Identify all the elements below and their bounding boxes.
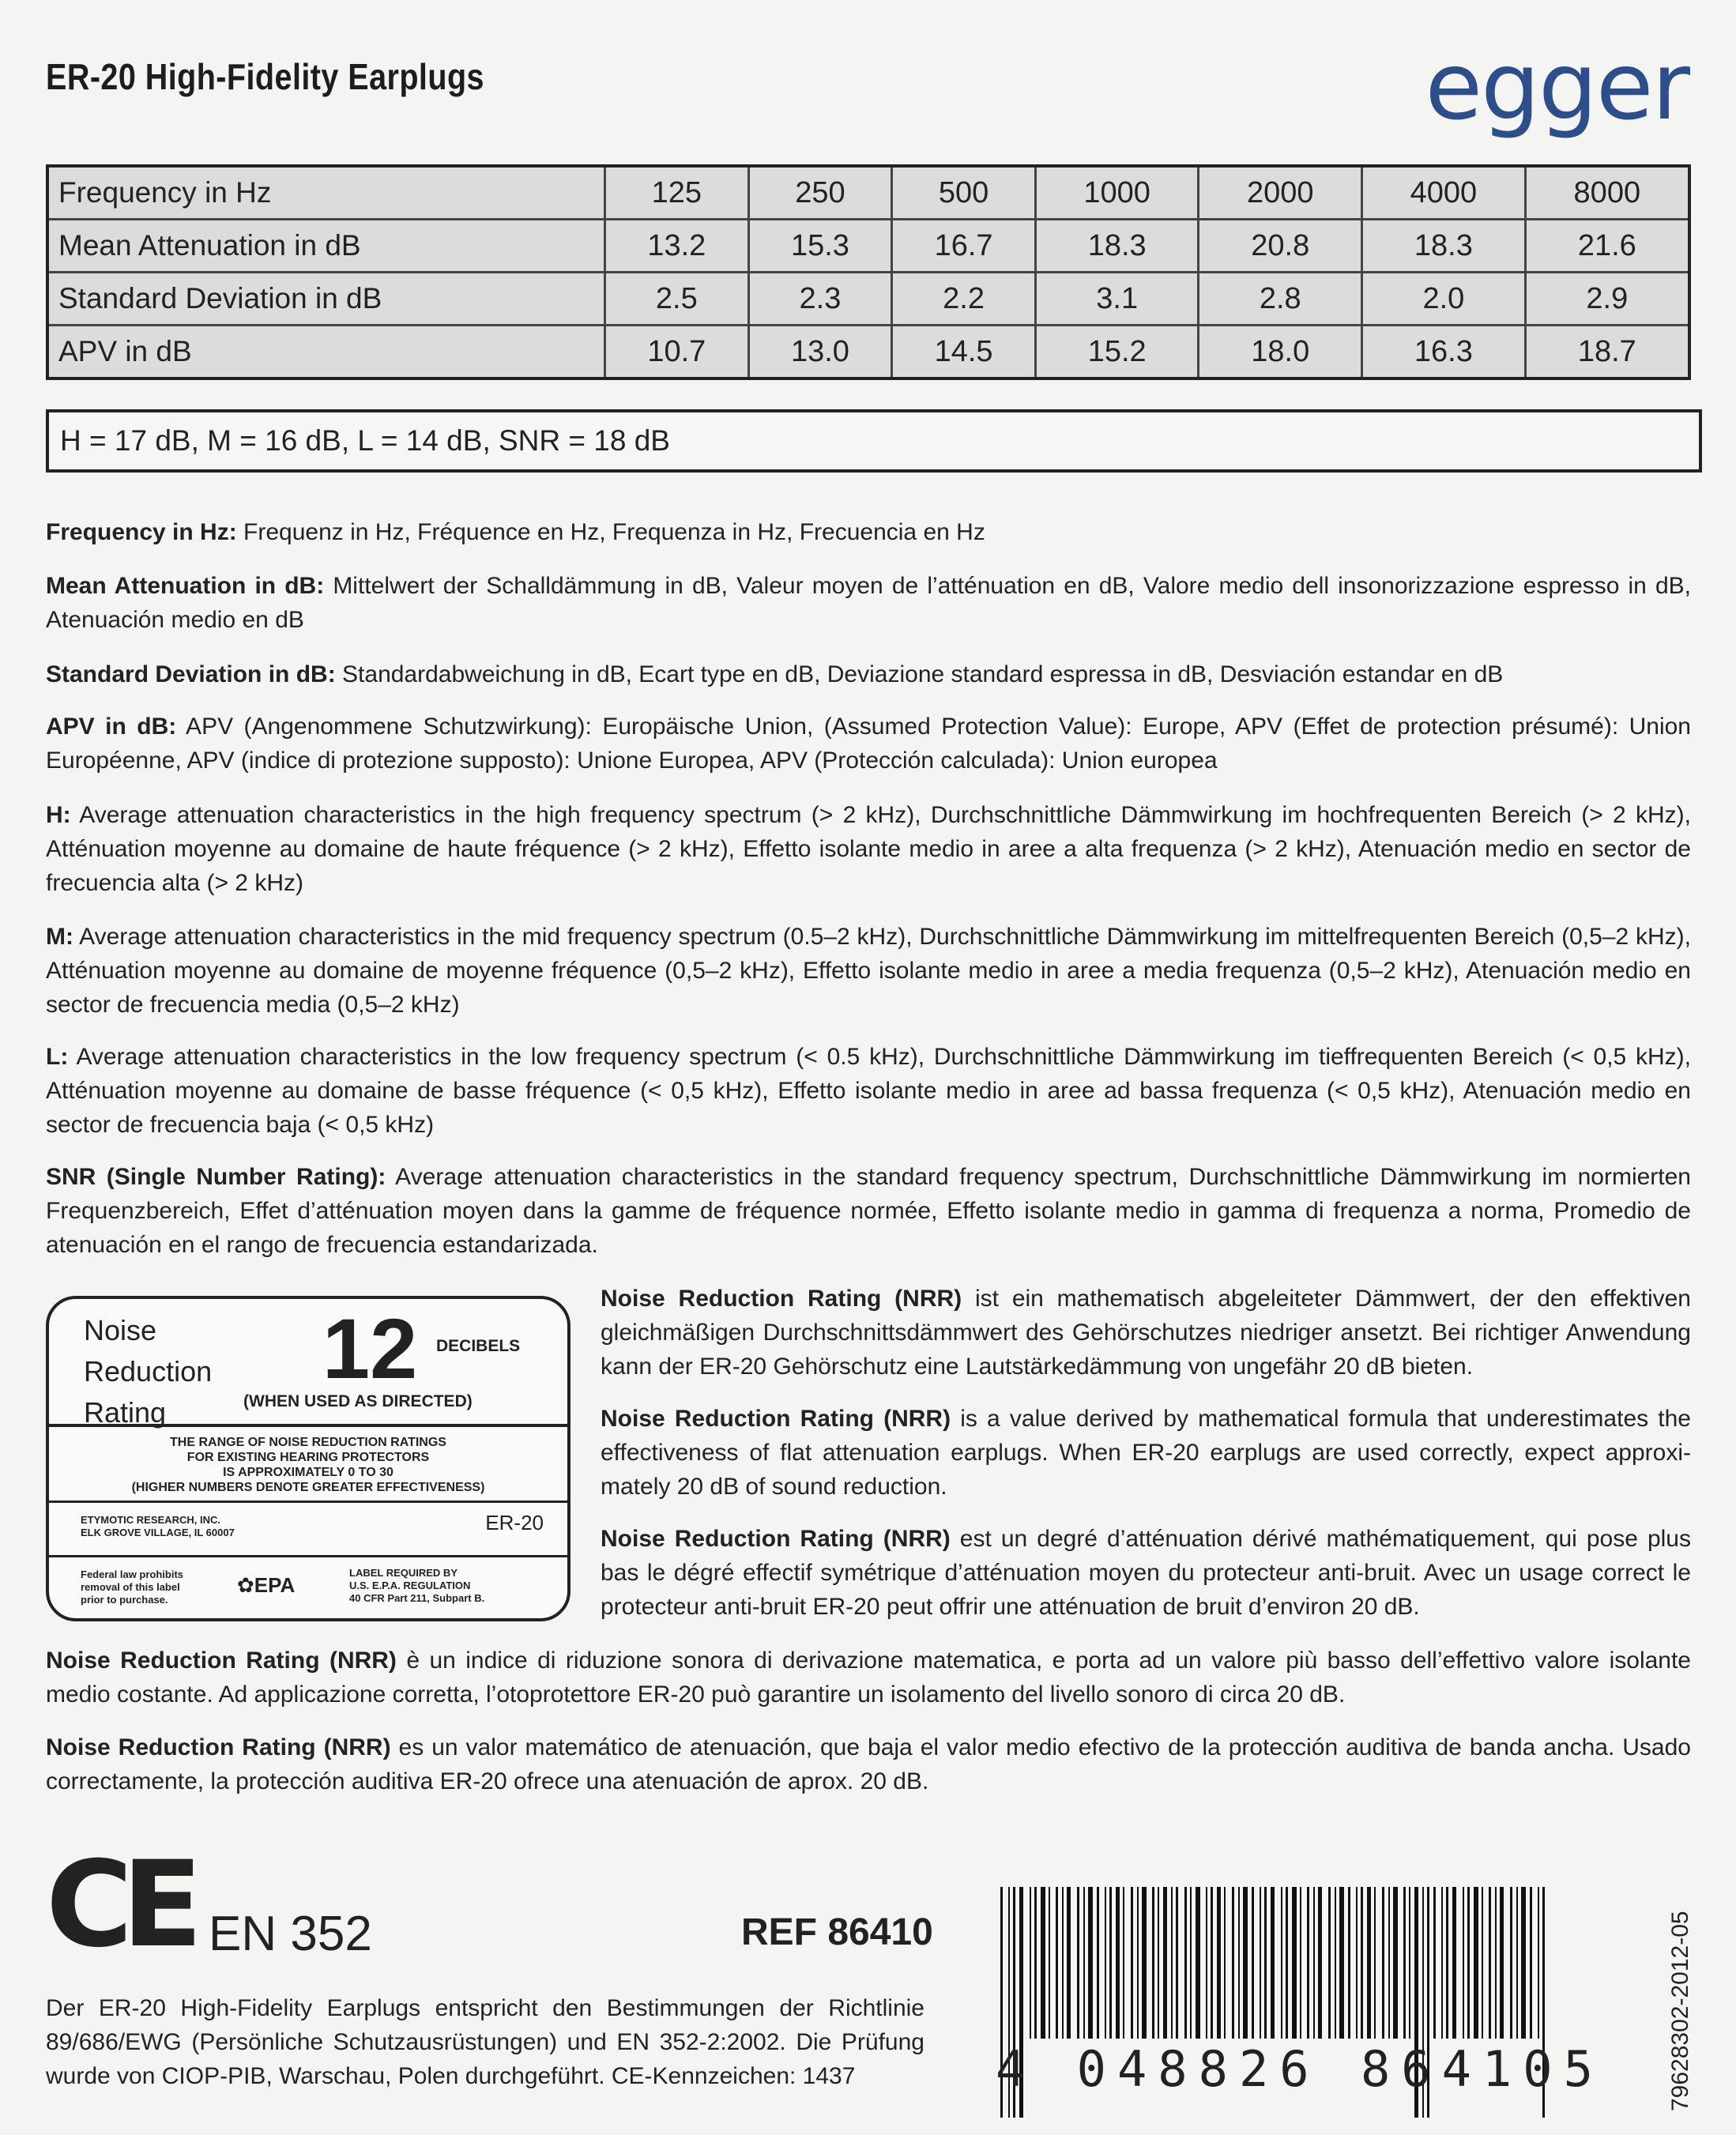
barcode-bar: [1252, 1887, 1254, 2039]
barcode-bar: [1243, 1887, 1248, 2039]
barcode-bar: [1152, 1887, 1154, 2039]
table-cell: 2.0: [1362, 273, 1526, 326]
table-cell: 18.7: [1525, 326, 1689, 379]
barcode-bar: [1307, 1887, 1309, 2039]
nrr-paragraph-en: [601, 1402, 1691, 1504]
barcode-bar: [1356, 1887, 1358, 2039]
glossary-text: Average attenuation characteristics in the high frequency spectrum (> 2 kHz), Durchschnittliche Dämmwirkung im hochfrequenten Bereich (> 2 kHz), Atténuation moyenne au domaine de haute fréquence (> 2 kHz), Effetto isolante medio in aree a alta frequenza (> 2 kHz), Atenuación medio en sector de frecuencia alta (> 2 kHz): [46, 802, 1691, 896]
glossary-item: [46, 515, 1691, 549]
vertical-reference-text: 79628302-2012-05: [1667, 1911, 1693, 2111]
nrr-usage-note: (WHEN USED AS DIRECTED): [243, 1392, 473, 1410]
rating-summary: H = 17 dB, M = 16 dB, L = 14 dB, SNR = 18 dB: [46, 409, 1702, 473]
barcode-bar: [1077, 1887, 1079, 2039]
barcode-bar: [1463, 1887, 1464, 2039]
barcode-bar: [1382, 1887, 1384, 2039]
barcode-bar: [1328, 1887, 1331, 2039]
table-cell: 10.7: [605, 326, 749, 379]
requirement-line: LABEL REQUIRED BY: [349, 1567, 458, 1579]
nrr-header: [49, 1299, 567, 1429]
barcode-bar: [1232, 1887, 1234, 2039]
barcode-bar: [1433, 1887, 1436, 2039]
barcode-bar: [1318, 1887, 1322, 2039]
barcode-bar: [1500, 1887, 1504, 2039]
table-cell: 15.2: [1035, 326, 1199, 379]
barcode-bar: [1452, 1887, 1456, 2039]
table-cell: 2.5: [605, 273, 749, 326]
barcode-bar: [1196, 1887, 1200, 2039]
table-cell: 250: [748, 166, 892, 220]
barcode-bar: [1339, 1887, 1344, 2039]
nrr-word: Reduction: [84, 1355, 213, 1388]
nrr-text: est un degré d’atténuation dérivé mathématiquement, qui pose plus bas le dégré effectif symétrique d’atténuation moyen du protecteur anti-bruit. Avec un usage correct le protecteur anti-bruit ER-20 peut offrir une atténuation de bruit d’environ 20 dB.: [601, 1526, 1691, 1620]
epa-text: EPA: [254, 1573, 296, 1597]
nrr-text: ist ein mathematisch abgeleiteter Dämmwert, der den effektiven gleichmäßigen Durchschnittsdämmwert des Gehörschutzes niedriger ansetzt. Bei richtiger Anwendung kann der ER-20 Gehörschutz eine Lautstärkedämmung von ungefähr 20 dB bieten.: [601, 1286, 1691, 1380]
table-cell: 2.9: [1525, 273, 1689, 326]
barcode-bar: [1041, 1887, 1045, 2039]
glossary-term: M:: [46, 924, 73, 950]
nrr-paragraph-fr: [601, 1522, 1691, 1624]
nrr-manufacturer: [81, 1514, 235, 1539]
nrr-word: Noise: [84, 1314, 157, 1346]
barcode-bar: [1123, 1887, 1124, 2039]
table-cell: 500: [892, 166, 1036, 220]
barcode-bar: [1109, 1887, 1112, 2039]
nrr-footer: [49, 1555, 567, 1621]
barcode-bar: [1105, 1887, 1106, 2039]
nrr-range-line: THE RANGE OF NOISE REDUCTION RATINGS: [170, 1436, 446, 1449]
barcode-bar: [1030, 1887, 1031, 2039]
barcode-bar: [1286, 1887, 1288, 2039]
barcode-bar: [1516, 1887, 1518, 2039]
table-cell: 14.5: [892, 326, 1036, 379]
barcode-bar: [1521, 1887, 1526, 2039]
barcode-bar: [1163, 1887, 1167, 2039]
glossary-text: Standardabweichung in dB, Ecart type en dB, Deviazione standard espressa in dB, Desviación estandar en dB: [335, 661, 1504, 687]
barcode-bar: [1184, 1887, 1187, 2039]
row-header: Standard Deviation in dB: [47, 273, 605, 326]
barcode-bar: [1403, 1887, 1406, 2039]
barcode-bar: [1264, 1887, 1267, 2039]
barcode-number: 4 048826 864105: [996, 2040, 1604, 2098]
barcode-bar: [1361, 1887, 1363, 2039]
glossary-item: [46, 1160, 1691, 1262]
nrr-label: [46, 1296, 571, 1621]
barcode-bar: [1034, 1887, 1037, 2039]
glossary-term: Mean Attenuation in dB:: [46, 573, 325, 599]
barcode-bar: [1171, 1887, 1173, 2039]
barcode-bar: [1217, 1887, 1221, 2039]
nrr-term: Noise Reduction Rating (NRR): [601, 1286, 962, 1312]
table-cell: 125: [605, 166, 749, 220]
barcode-bar: [1474, 1887, 1478, 2039]
barcode-bar: [1142, 1887, 1147, 2039]
table-cell: 18.0: [1199, 326, 1362, 379]
table-cell: 8000: [1525, 166, 1689, 220]
epa-icon: ✿: [237, 1573, 254, 1597]
glossary-text: Frequenz in Hz, Fréquence en Hz, Frequenza in Hz, Frecuencia en Hz: [236, 519, 985, 545]
row-header: Mean Attenuation in dB: [47, 220, 605, 273]
table-cell: 2000: [1199, 166, 1362, 220]
manufacturer-line: ELK GROVE VILLAGE, IL 60007: [81, 1527, 235, 1538]
barcode-bar: [1224, 1887, 1226, 2039]
table-cell: 18.3: [1035, 220, 1199, 273]
ce-conformity-text: Der ER-20 High-Fidelity Earplugs entspricht den Bestimmungen der Richtlinie 89/686/EWG (Persönliche Schutzausrüstungen) und EN 352-2:2002. Die Prüfung wurde von CIOP-PIB, Warschau, Polen durchgeführt. CE-Kennzeichen: 1437: [46, 1995, 924, 2089]
barcode-bar: [1238, 1887, 1240, 2039]
barcode-bar: [1374, 1887, 1376, 2039]
nrr-term: Noise Reduction Rating (NRR): [46, 1647, 397, 1674]
federal-line: Federal law prohibits: [81, 1568, 184, 1580]
barcode-bar: [1313, 1887, 1315, 2039]
barcode-bar: [1367, 1887, 1371, 2039]
barcode-bar: [1530, 1887, 1532, 2039]
table-row: [47, 326, 1689, 379]
barcode-bar: [1116, 1887, 1120, 2039]
barcode-bar: [1510, 1887, 1512, 2039]
row-header: APV in dB: [47, 326, 605, 379]
barcode-bar: [1131, 1887, 1133, 2039]
barcode-bar: [1467, 1887, 1470, 2039]
nrr-title: [84, 1310, 212, 1433]
barcode-bar: [1388, 1887, 1390, 2039]
ce-mark: CE: [46, 1836, 192, 1974]
nrr-paragraph-it: [46, 1644, 1691, 1711]
nrr-range-line: FOR EXISTING HEARING PROTECTORS: [186, 1451, 430, 1464]
glossary-term: SNR (Single Number Rating):: [46, 1164, 386, 1190]
glossary-text: Average attenuation characteristics in the standard frequency spectrum, Durchschnittliche Dämmwirkung im normierten Frequenzbereich, Effet d’atténuation moyen dans la gamme de fréquence normée, Effetto isolante medio in gamma di frequenza a norma, Promedio de atenuación en el rango de frecuencia estandarizada.: [46, 1164, 1691, 1258]
nrr-model: ER-20: [485, 1511, 544, 1534]
glossary-item: [46, 569, 1691, 637]
nrr-range-note: [49, 1424, 567, 1503]
manufacturer-line: ETYMOTIC RESEARCH, INC.: [81, 1514, 220, 1526]
barcode-bar: [1271, 1887, 1275, 2039]
requirement-line: 40 CFR Part 211, Subpart B.: [349, 1592, 485, 1604]
table-cell: 4000: [1362, 166, 1526, 220]
federal-line: prior to purchase.: [81, 1594, 168, 1606]
vertical-reference: [1667, 1874, 1715, 2111]
table-row: [47, 273, 1689, 326]
nrr-requirement: [349, 1567, 484, 1605]
table-cell: 2.8: [1199, 273, 1362, 326]
barcode-bar: [1281, 1887, 1282, 2039]
barcode-bar: [1062, 1887, 1064, 2039]
table-cell: 13.0: [748, 326, 892, 379]
nrr-federal-note: [81, 1568, 183, 1606]
table-cell: 16.7: [892, 220, 1036, 273]
table-cell: 15.3: [748, 220, 892, 273]
barcode-bar: [1137, 1887, 1139, 2039]
nrr-range-line: (HIGHER NUMBERS DENOTE GREATER EFFECTIVENESS): [131, 1481, 485, 1494]
table-cell: 18.3: [1362, 220, 1526, 273]
glossary-item: [46, 798, 1691, 900]
nrr-text: es un valor matemático de atenuación, que baja el valor medio efectivo de la protección auditiva de banda ancha. Usado correctamente, la protección auditiva ER-20 ofrece una atenuación de aprox. 20 dB.: [46, 1734, 1691, 1794]
table-row: [47, 220, 1689, 273]
nrr-term: Noise Reduction Rating (NRR): [601, 1406, 951, 1432]
barcode-bar: [1097, 1887, 1099, 2039]
barcode-bar: [1300, 1887, 1301, 2039]
barcode-bar: [1158, 1887, 1159, 2039]
page-title: ER-20 High-Fidelity Earplugs: [46, 56, 484, 97]
standard-label: EN 352: [209, 1907, 372, 1961]
glossary-term: APV in dB:: [46, 714, 177, 740]
glossary-item: [46, 657, 1691, 691]
barcode-bar: [1049, 1887, 1050, 2039]
barcode-bar: [1335, 1887, 1336, 2039]
glossary-item: [46, 920, 1691, 1022]
barcode-bar: [1176, 1887, 1178, 2039]
barcode-bar: [1260, 1887, 1261, 2039]
brand-logo: egger: [1425, 32, 1689, 141]
table-cell: 1000: [1035, 166, 1199, 220]
attenuation-table: [46, 164, 1691, 380]
glossary-term: Frequency in Hz:: [46, 519, 237, 545]
nrr-unit: DECIBELS: [436, 1337, 521, 1355]
glossary-item: [46, 710, 1691, 778]
barcode-bar: [1482, 1887, 1483, 2039]
requirement-line: U.S. E.P.A. REGULATION: [349, 1580, 471, 1591]
table-cell: 13.2: [605, 220, 749, 273]
table-cell: 3.1: [1035, 273, 1199, 326]
table-cell: 2.2: [892, 273, 1036, 326]
nrr-term: Noise Reduction Rating (NRR): [46, 1734, 391, 1760]
epa-logo: [237, 1573, 295, 1598]
table-row: [47, 166, 1689, 220]
glossary-term: L:: [46, 1044, 69, 1070]
glossary-term: Standard Deviation in dB:: [46, 661, 336, 687]
barcode-bar: [1211, 1887, 1213, 2039]
nrr-text: is a value derived by mathematical formula that underestimates the effectiveness of flat attenuation earplugs. When ER-20 earplugs are used correctly, expect approximately 20 dB of sound reduction.: [601, 1406, 1691, 1500]
table-cell: 16.3: [1362, 326, 1526, 379]
nrr-paragraph-es: [46, 1730, 1691, 1798]
glossary-item: [46, 1040, 1691, 1142]
barcode-bar: [1538, 1887, 1539, 2039]
nrr-term: Noise Reduction Rating (NRR): [601, 1526, 951, 1552]
barcode-bar: [1409, 1887, 1410, 2039]
nrr-word: Rating: [84, 1396, 167, 1429]
table-cell: 21.6: [1525, 220, 1689, 273]
table-cell: 20.8: [1199, 220, 1362, 273]
row-header: Frequency in Hz: [47, 166, 605, 220]
glossary-text: Mittelwert der Schalldämmung in dB, Valeur moyen de l’atténuation en dB, Valore medio dell insonorizzazione espresso in dB, Atenuación medio en dB: [46, 573, 1692, 633]
nrr-value: 12: [322, 1301, 418, 1396]
barcode-bar: [1348, 1887, 1350, 2039]
nrr-text: è un indice di riduzione sonora di derivazione matematica, e porta ad un valore più basso dell’effettivo valore isolante medio costante. Ad applicazione corretta, l’otoprotettore ER-20 può garantire un isolamento del livello sonoro di circa 20 dB.: [46, 1647, 1691, 1708]
reference-number: REF 86410: [741, 1911, 933, 1953]
federal-line: removal of this label: [81, 1581, 180, 1593]
barcode-bar: [1489, 1887, 1491, 2039]
barcode-bar: [1495, 1887, 1497, 2039]
barcode-bar: [1393, 1887, 1398, 2039]
barcode-bar: [1083, 1887, 1085, 2039]
barcode-bar: [1441, 1887, 1443, 2039]
barcode-bar: [1446, 1887, 1448, 2039]
barcode-bar: [1056, 1887, 1058, 2039]
nrr-paragraph-de: [601, 1282, 1691, 1384]
glossary-term: H:: [46, 802, 71, 828]
glossary-text: Average attenuation characteristics in the low frequency spectrum (< 0.5 kHz), Durchschnittliche Dämmwirkung im tieffrequenten Bereich (< 0,5 kHz), Atténuation moyenne au domaine de basse fréquence (< 0,5 kHz), Effetto isolante medio in aree ad bassa frequenza (< 0,5 kHz), Atenuación medio en sector de frecuencia baja (< 0,5 kHz): [46, 1044, 1691, 1138]
barcode-bar: [1088, 1887, 1093, 2039]
glossary-text: APV (Angenommene Schutzwirkung): Europäische Union, (Assumed Protection Value): Europe, APV (Effet de protection présumé): Union Européenne, APV (indice di protezione supposto): Unione Europea, APV (Protección calculada): Union europea: [46, 714, 1691, 774]
barcode-bar: [1292, 1887, 1297, 2039]
nrr-range-line: IS APPROXIMATELY 0 TO 30: [223, 1466, 394, 1479]
glossary-text: Average attenuation characteristics in the mid frequency spectrum (0.5–2 kHz), Durchschnittliche Dämmwirkung im mittelfrequenten Bereich (0,5–2 kHz), Atténuation moyenne au domaine de moyenne fréquence (0,5–2 kHz), Effetto isolante medio in aree a media frequenza (0,5–2 kHz), Atenuación medio en sector de frecuencia media (0,5–2 kHz): [46, 924, 1691, 1018]
table-cell: 2.3: [748, 273, 892, 326]
barcode-bar: [1190, 1887, 1192, 2039]
barcode-bar: [1206, 1887, 1207, 2039]
barcode-bar: [1067, 1887, 1071, 2039]
